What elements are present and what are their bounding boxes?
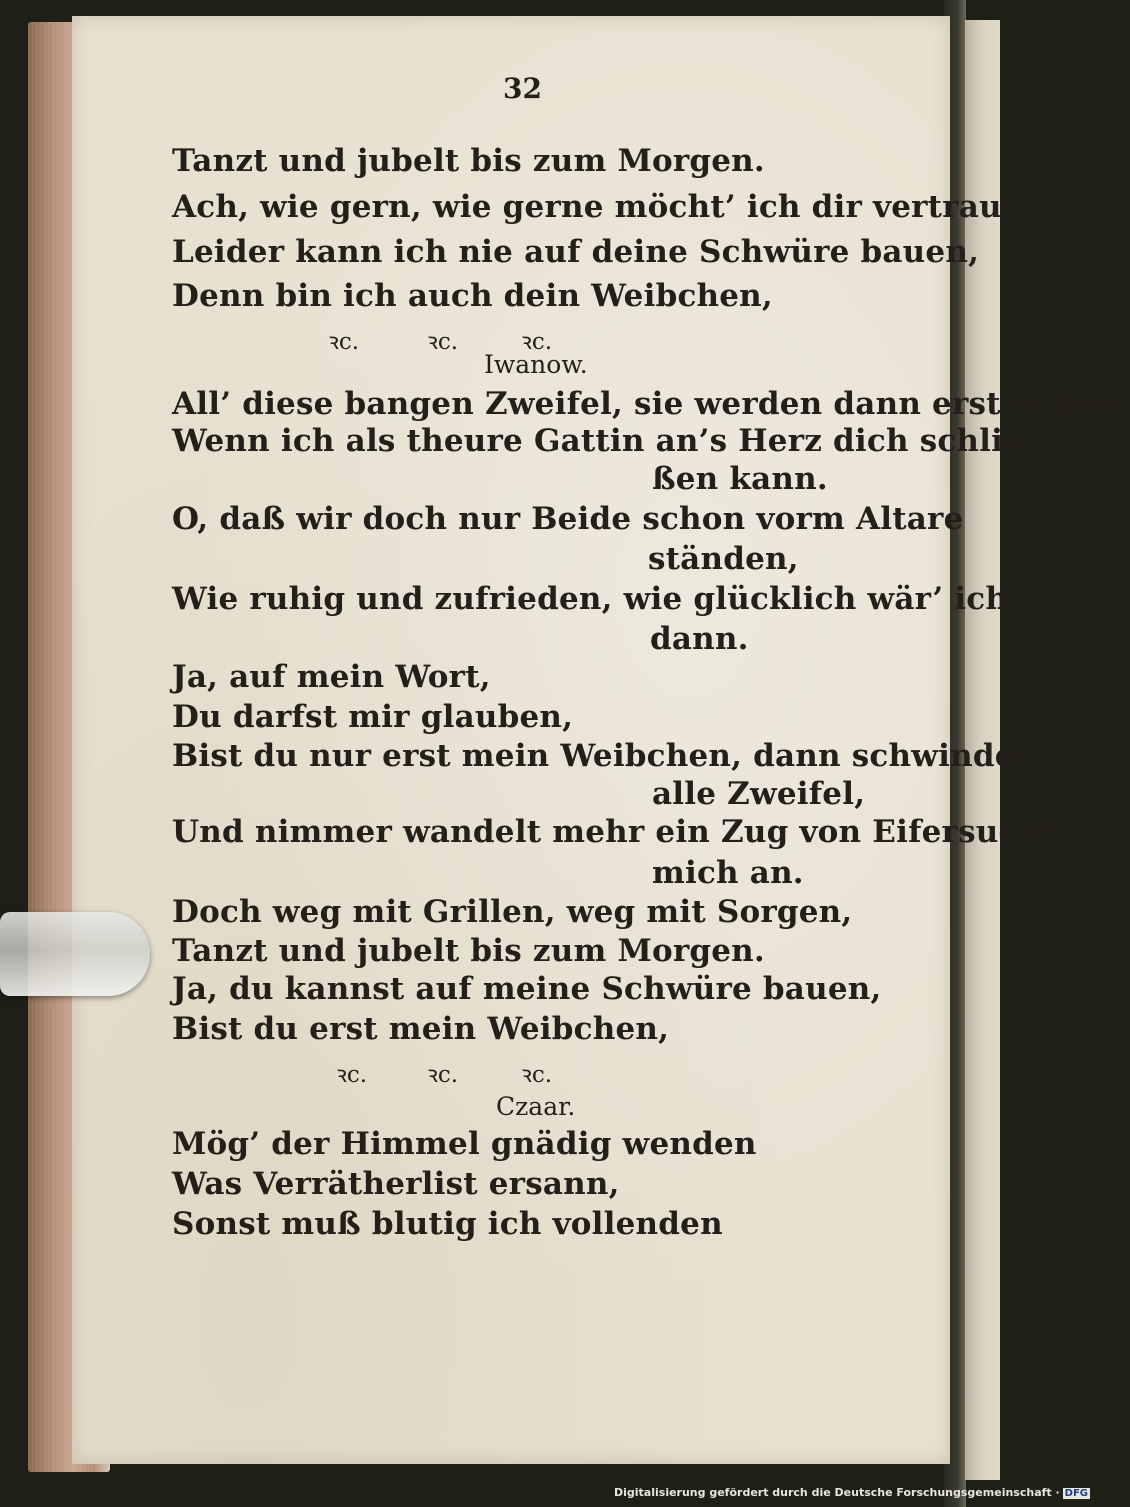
- verse-line: Mög’ der Himmel gnädig wenden: [172, 1126, 757, 1162]
- etcetera-mark: ꝛc.: [336, 1062, 368, 1088]
- verse-line: Was Verrätherlist ersann,: [172, 1166, 620, 1202]
- verse-line: O, daß wir doch nur Beide schon vorm Altare: [172, 501, 964, 537]
- verse-line: Und nimmer wandelt mehr ein Zug von Eifersucht: [172, 814, 1055, 850]
- digitization-credit: [614, 1486, 1090, 1499]
- verse-line: Du darfst mir glauben,: [172, 699, 574, 735]
- verse-line-continuation: ständen,: [648, 541, 799, 577]
- verse-line-continuation: mich an.: [652, 855, 804, 891]
- verse-line: Wie ruhig und zufrieden, wie glücklich wär’ ich: [172, 581, 1009, 617]
- verse-line: Leider kann ich nie auf deine Schwüre bauen,: [172, 234, 980, 270]
- etcetera-mark: ꝛc.: [427, 1062, 459, 1088]
- verse-line-continuation: ßen kann.: [652, 461, 828, 497]
- verse-line-continuation: alle Zweifel,: [652, 776, 866, 812]
- speaker-name: Czaar.: [496, 1092, 576, 1121]
- verse-line: Ja, auf mein Wort,: [172, 659, 491, 695]
- verse-line-continuation: dann.: [650, 621, 749, 657]
- credit-text: Digitalisierung gefördert durch die Deutsche Forschungsgemeinschaft ·: [614, 1486, 1060, 1499]
- verse-line: Bist du erst mein Weibchen,: [172, 1011, 670, 1047]
- verse-line: Wenn ich als theure Gattin an’s Herz dich schlie=: [172, 423, 1050, 459]
- etcetera-mark: ꝛc.: [521, 1062, 553, 1088]
- verse-line: Bist du nur erst mein Weibchen, dann schwinden: [172, 738, 1038, 774]
- etcetera-mark: ꝛc.: [521, 329, 553, 355]
- etcetera-mark: ꝛc.: [427, 329, 459, 355]
- verse-line: Doch weg mit Grillen, weg mit Sorgen,: [172, 894, 853, 930]
- verse-line: Sonst muß blutig ich vollenden: [172, 1206, 723, 1242]
- verse-line: Ja, du kannst auf meine Schwüre bauen,: [172, 971, 882, 1007]
- verse-line: Denn bin ich auch dein Weibchen,: [172, 278, 773, 314]
- speaker-name: Iwanow.: [484, 350, 588, 379]
- verse-line: Ach, wie gern, wie gerne möcht’ ich dir vertrau’n,: [172, 189, 1047, 225]
- dfg-logo: DFG: [1064, 1488, 1089, 1499]
- verse-line: Tanzt und jubelt bis zum Morgen.: [172, 933, 765, 969]
- etcetera-mark: ꝛc.: [328, 329, 360, 355]
- page-number: 32: [503, 72, 542, 105]
- verse-line: Tanzt und jubelt bis zum Morgen.: [172, 143, 765, 179]
- verse-line: All’ diese bangen Zweifel, sie werden dann erst enden,: [172, 386, 1130, 422]
